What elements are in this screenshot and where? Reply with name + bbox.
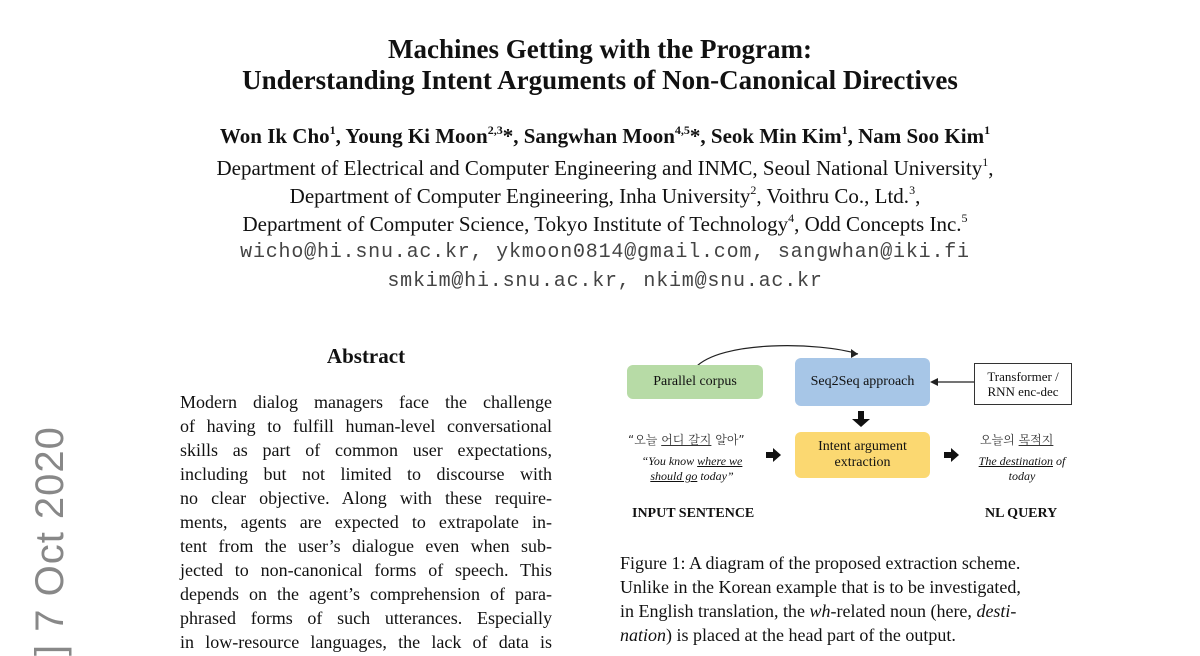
author-name: Sangwhan Moon	[523, 124, 675, 148]
korean-input-text: 알아”	[711, 433, 745, 447]
english-output-text: today	[1008, 469, 1036, 483]
english-input-text: today”	[697, 469, 734, 483]
transformer-arrow-head	[930, 378, 938, 386]
parallel-corpus-label: Parallel corpus	[653, 374, 737, 389]
paper-title-line1: Machines Getting with the Program:	[388, 34, 812, 64]
author-sup: 4,5	[674, 123, 690, 137]
abstract-line: Modern dialog managers face the challenge	[180, 392, 552, 412]
arxiv-side-stamp: ] 7 Oct 2020	[28, 426, 72, 656]
affiliation-sup: 5	[961, 211, 968, 225]
english-input-sentence	[632, 454, 752, 484]
english-output-query	[972, 454, 1072, 484]
english-input-underlined: where we	[697, 454, 743, 468]
abstract-heading: Abstract	[326, 344, 406, 368]
korean-input-sentence	[628, 431, 745, 448]
english-input-underlined: should go	[650, 469, 698, 483]
caption-text: ) is placed at the head part of the output.	[666, 625, 956, 645]
seq2seq-label: Seq2Seq approach	[810, 374, 915, 389]
korean-input-text: “오늘	[628, 433, 662, 447]
caption-line	[620, 599, 1065, 623]
figure-1	[600, 330, 1100, 530]
abstract-line: in low-resource languages, the lack of data is	[180, 632, 552, 652]
author-name: Won Ik Cho	[219, 124, 330, 148]
affiliation-line2: Department of Computer Engineering, Inha University$^2$, Voithru Co., Ltd.$^3$,	[289, 183, 921, 208]
korean-output-text: 오늘의	[980, 433, 1019, 447]
transformer-label-line1: Transformer /	[987, 369, 1059, 384]
input-arrow-stem	[766, 452, 774, 458]
abstract-line: skills as part of common user expectations,	[180, 440, 552, 460]
english-output-underlined: The destination	[978, 454, 1053, 468]
author-sup: 1	[329, 123, 336, 137]
affiliation-line1: Department of Electrical and Computer Engineering and INMC, Seoul National University$^1$,	[216, 155, 994, 180]
paper-title-line2: Understanding Intent Arguments of Non-Canonical Directives	[242, 65, 958, 95]
english-output-text: of	[1053, 454, 1066, 468]
seq2seq-box	[795, 358, 930, 406]
affiliation-text: Department of Computer Science, Tokyo Institute of Technology	[242, 212, 789, 236]
affiliation-text: , Odd Concepts Inc.	[794, 212, 962, 236]
affiliation-text: Department of Computer Engineering, Inha University	[289, 184, 751, 208]
down-arrow-head	[852, 419, 870, 427]
author-name: Nam Soo Kim	[858, 124, 985, 148]
affiliation-sup: 2	[750, 183, 757, 197]
korean-output-underlined: 목적지	[1018, 433, 1054, 447]
korean-input-underlined: 어디 갈지	[661, 433, 712, 447]
affiliation-text: , Voithru Co., Ltd.	[756, 184, 910, 208]
abstract-line: including but not limited to discourse with	[180, 464, 552, 484]
abstract-line: no clear objective. Along with these require-	[180, 488, 552, 508]
author-name: Seok Min Kim	[710, 124, 842, 148]
abstract-line: depends on the agent’s comprehension of para-	[180, 584, 552, 604]
caption-text: in English translation, the	[620, 601, 810, 621]
caption-line: Figure 1: A diagram of the proposed extraction scheme.	[620, 553, 1021, 573]
intent-label-line1: Intent argument	[818, 439, 907, 454]
abstract-line: of having to fulfill human-level conversational	[180, 416, 552, 436]
intent-extraction-box	[795, 432, 930, 478]
transformer-box	[974, 363, 1072, 405]
output-arrow-head	[951, 448, 959, 462]
affiliation-text: Department of Electrical and Computer Engineering and INMC, Seoul National University	[216, 156, 983, 180]
affiliation-line3	[0, 210, 1200, 238]
down-arrow-stem	[858, 411, 864, 420]
affiliation-sup: 3	[909, 183, 916, 197]
caption-line	[620, 623, 1065, 647]
abstract-line: jected to non-canonical forms of speech. This	[180, 560, 552, 580]
nl-query-label: NL QUERY	[985, 506, 1058, 521]
curve-arrow-head	[851, 349, 858, 358]
caption-italic: nation	[620, 625, 667, 645]
korean-output-query	[980, 431, 1053, 448]
figure-caption	[620, 551, 1065, 647]
email-line2: smkim@hi.snu.ac.kr, nkim@snu.ac.kr	[387, 270, 823, 293]
caption-italic: wh	[809, 601, 831, 621]
abstract-body	[180, 390, 552, 654]
input-arrow-head	[773, 448, 781, 462]
abstract-line: phrased forms of such utterances. Especially	[180, 608, 552, 628]
affiliation-sup: 4	[788, 211, 795, 225]
abstract-line: tent from the user’s dialogue even when sub-	[180, 536, 552, 556]
intent-label-line2: extraction	[834, 455, 891, 470]
english-input-text: “You know	[641, 454, 698, 468]
caption-italic: desti-	[976, 601, 1017, 621]
author-list: Won Ik Cho$^1$, Young Ki Moon$^{2,3}$*, Sangwhan Moon$^{4,5}$*, Seok Min Kim$^1$, Nam Soo Kim$^1$	[219, 123, 991, 148]
author-name: Young Ki Moon	[345, 124, 488, 148]
caption-line: Unlike in the Korean example that is to be investigated,	[620, 577, 1021, 597]
author-sup: 1	[984, 123, 991, 137]
output-arrow-stem	[944, 452, 952, 458]
email-line1: wicho@hi.snu.ac.kr, ykmoon0814@gmail.com, sangwhan@iki.fi	[240, 241, 970, 264]
author-sup: 1	[841, 123, 848, 137]
input-sentence-label: INPUT SENTENCE	[632, 506, 755, 521]
abstract-line: ments, agents are expected to extrapolate in-	[180, 512, 552, 532]
caption-text: -related noun (here,	[830, 601, 977, 621]
parallel-corpus-box	[627, 365, 763, 399]
affiliation-sup: 1	[982, 155, 989, 169]
transformer-label-line2: RNN enc-dec	[987, 384, 1059, 399]
author-sup: 2,3	[487, 123, 503, 137]
